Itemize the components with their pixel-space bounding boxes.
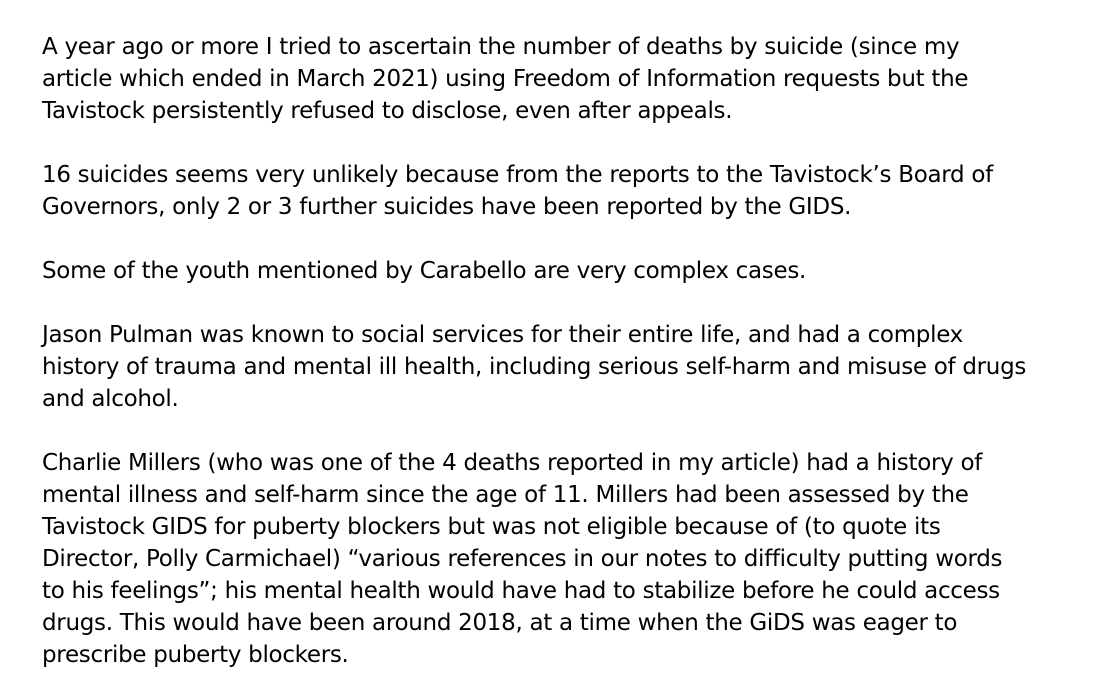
paragraph-foi-requests — [42, 31, 1092, 127]
text-line: and alcohol. — [42, 386, 179, 412]
text-line: Director, Polly Carmichael) “various references in our notes to difficulty putting words — [42, 546, 1003, 572]
text-line: prescribe puberty blockers. — [42, 642, 349, 668]
text-line: Some of the youth mentioned by Carabello are very complex cases. — [42, 258, 807, 284]
text-line: drugs. This would have been around 2018, at a time when the GiDS was eager to — [42, 610, 958, 636]
text-line: Jason Pulman was known to social services for their entire life, and had a complex — [42, 322, 963, 348]
document-body — [42, 31, 1092, 671]
paragraph-suicide-count — [42, 159, 1092, 223]
text-line: Tavistock persistently refused to disclose, even after appeals. — [42, 98, 733, 124]
text-line: mental illness and self-harm since the age of 11. Millers had been assessed by the — [42, 482, 969, 508]
paragraph-jason-pulman — [42, 319, 1092, 415]
text-line: article which ended in March 2021) using Freedom of Information requests but the — [42, 66, 969, 92]
text-line: 16 suicides seems very unlikely because from the reports to the Tavistock’s Board of — [42, 162, 993, 188]
text-line: Tavistock GIDS for puberty blockers but was not eligible because of (to quote its — [42, 514, 941, 540]
text-line: to his feelings”; his mental health would have had to stabilize before he could access — [42, 578, 1000, 604]
text-line: Governors, only 2 or 3 further suicides have been reported by the GIDS. — [42, 194, 852, 220]
paragraph-complex-cases — [42, 255, 1092, 287]
text-line: A year ago or more I tried to ascertain the number of deaths by suicide (since my — [42, 34, 960, 60]
text-line: Charlie Millers (who was one of the 4 deaths reported in my article) had a history of — [42, 450, 983, 476]
text-line: history of trauma and mental ill health, including serious self-harm and misuse of drugs — [42, 354, 1027, 380]
paragraph-charlie-millers — [42, 447, 1092, 671]
